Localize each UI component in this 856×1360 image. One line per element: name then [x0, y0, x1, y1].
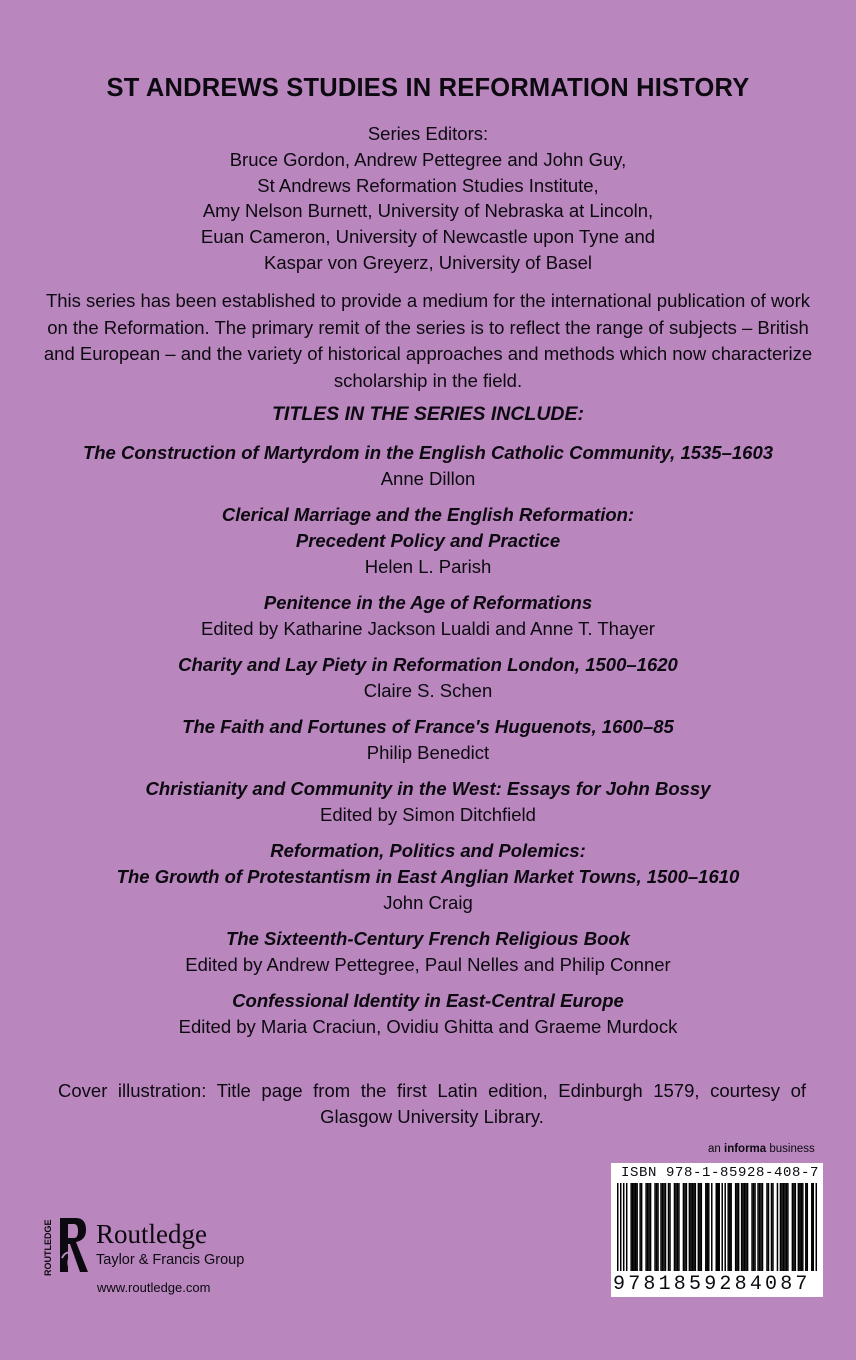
barcode-bar	[695, 1183, 696, 1271]
title-entry	[0, 714, 856, 766]
informa-brand: informa	[724, 1143, 767, 1155]
routledge-logo-icon	[40, 1214, 92, 1278]
book-title: Confessional Identity in East-Central Europe	[232, 989, 624, 1011]
barcode-bar	[772, 1183, 773, 1271]
barcode-bar	[745, 1183, 746, 1271]
barcode-bar	[657, 1183, 658, 1271]
barcode-bar	[650, 1183, 651, 1271]
barcode-bar	[686, 1183, 687, 1271]
barcode-bar	[678, 1183, 679, 1271]
barcode-bar	[798, 1183, 799, 1271]
barcode-bar	[795, 1183, 796, 1271]
series-editors	[0, 121, 856, 276]
barcode-bar	[668, 1183, 669, 1271]
barcode-bar	[792, 1183, 793, 1271]
barcode-bar	[633, 1183, 634, 1271]
barcode-bar	[807, 1183, 808, 1271]
barcode-bar	[816, 1183, 817, 1271]
informa-business-tagline	[708, 1143, 815, 1155]
barcode-bar	[717, 1183, 718, 1271]
barcode-bar	[753, 1183, 754, 1271]
barcode-bar	[742, 1183, 743, 1271]
barcode-bars	[617, 1183, 817, 1273]
barcode-bar	[662, 1183, 663, 1271]
editors-line: Kaspar von Greyerz, University of Basel	[264, 251, 592, 273]
barcode-bar	[623, 1183, 624, 1271]
barcode-bar	[639, 1183, 640, 1271]
barcode-bar	[786, 1183, 787, 1271]
informa-prefix: an	[708, 1143, 721, 1155]
barcode-bar	[632, 1183, 633, 1271]
barcode-bar	[675, 1183, 676, 1271]
cover-illustration-note: Cover illustration: Title page from the first Latin edition, Edinburgh 1579, courtesy of Glasgow University Library.	[58, 1080, 806, 1127]
barcode-bar	[708, 1183, 709, 1271]
barcode-bar	[768, 1183, 769, 1271]
book-author: Helen L. Parish	[364, 556, 492, 578]
barcode-bar	[698, 1183, 699, 1271]
isbn-barcode	[611, 1163, 823, 1297]
barcode-bar	[620, 1183, 621, 1271]
barcode-bar	[683, 1183, 684, 1271]
book-author: Edited by Maria Craciun, Ovidiu Ghitta and Graeme Murdock	[178, 1015, 678, 1037]
barcode-bar	[811, 1183, 812, 1271]
book-author: Edited by Simon Ditchfield	[320, 803, 536, 825]
barcode-bar	[656, 1183, 657, 1271]
barcode-bar	[805, 1183, 806, 1271]
barcode-bar	[757, 1183, 758, 1271]
title-entry	[0, 652, 856, 704]
barcode-bar	[760, 1183, 761, 1271]
barcode-bar	[727, 1183, 728, 1271]
barcode-bar	[690, 1183, 691, 1271]
barcode-bar	[707, 1183, 708, 1271]
editors-line: Amy Nelson Burnett, University of Nebraska at Lincoln,	[202, 200, 654, 222]
barcode-bar	[762, 1183, 763, 1271]
barcode-bar	[721, 1183, 722, 1271]
book-author: Anne Dillon	[380, 468, 476, 490]
title-entry	[0, 988, 856, 1040]
informa-suffix: business	[769, 1143, 815, 1155]
barcode-bar	[630, 1183, 631, 1271]
barcode-bar	[783, 1183, 784, 1271]
barcode-bar	[699, 1183, 700, 1271]
barcode-bar	[751, 1183, 752, 1271]
barcode-bar	[641, 1183, 642, 1271]
publisher-group: Taylor & Francis Group	[96, 1252, 245, 1268]
barcode-bar	[647, 1183, 648, 1271]
book-title: Reformation, Politics and Polemics:	[270, 839, 586, 861]
barcode-bar	[648, 1183, 649, 1271]
barcode-bar	[780, 1183, 781, 1271]
barcode-bar	[801, 1183, 802, 1271]
barcode-bar	[636, 1183, 637, 1271]
title-entry	[0, 838, 856, 917]
barcode-bar	[705, 1183, 706, 1271]
book-title: Precedent Policy and Practice	[295, 530, 561, 552]
title-entry	[0, 502, 856, 581]
barcode-bar	[701, 1183, 702, 1271]
book-author: Claire S. Schen	[363, 680, 493, 702]
barcode-bar	[617, 1183, 618, 1271]
barcode-bar	[645, 1183, 646, 1271]
barcode-bar	[689, 1183, 690, 1271]
barcode-bar	[724, 1183, 725, 1271]
barcode-bar	[735, 1183, 736, 1271]
barcode-bar	[718, 1183, 719, 1271]
title-entry	[0, 776, 856, 828]
book-title: The Faith and Fortunes of France's Huguenots, 1600–85	[182, 715, 674, 737]
title-entry	[0, 590, 856, 642]
book-title: The Sixteenth-Century French Religious Book	[226, 927, 630, 949]
barcode-bar	[677, 1183, 678, 1271]
barcode-bar	[716, 1183, 717, 1271]
editors-line: Euan Cameron, University of Newcastle upon Tyne and	[200, 226, 656, 248]
editors-line: Bruce Gordon, Andrew Pettegree and John Guy,	[229, 148, 627, 170]
editors-line: St Andrews Reformation Studies Institute,	[257, 174, 599, 196]
barcode-bar	[711, 1183, 712, 1271]
barcode-bar	[729, 1183, 730, 1271]
book-title: Christianity and Community in the West: Essays for John Bossy	[145, 777, 711, 799]
book-author: Edited by Andrew Pettegree, Paul Nelles and Philip Conner	[185, 953, 671, 975]
barcode-bar	[754, 1183, 755, 1271]
barcode-bar	[626, 1183, 627, 1271]
series-title: ST ANDREWS STUDIES IN REFORMATION HISTORY	[106, 74, 750, 102]
barcode-bar	[813, 1183, 814, 1271]
barcode-bar	[693, 1183, 694, 1271]
logo-vertical-text: ROUTLEDGE	[43, 1219, 53, 1276]
series-description: This series has been established to provide a medium for the international publication of work on the Reformation. The primary remit of the series is to reflect the range of subjects – British and European – and the variety of historical approaches and methods which now characterize scholarship in the field.	[43, 290, 813, 391]
barcode-bar	[692, 1183, 693, 1271]
barcode-bar	[635, 1183, 636, 1271]
barcode-bar	[730, 1183, 731, 1271]
barcode-bar	[654, 1183, 655, 1271]
barcode-bar	[738, 1183, 739, 1271]
isbn-label: ISBN 978-1-85928-408-7	[621, 1165, 820, 1181]
barcode-bar	[744, 1183, 745, 1271]
barcode-bar	[759, 1183, 760, 1271]
barcode-bar	[684, 1183, 685, 1271]
barcode-bar	[660, 1183, 661, 1271]
barcode-bar	[741, 1183, 742, 1271]
barcode-bar	[793, 1183, 794, 1271]
barcode-bar	[747, 1183, 748, 1271]
barcode-bar	[736, 1183, 737, 1271]
publisher-website: www.routledge.com	[97, 1280, 211, 1295]
titles-list	[0, 440, 856, 1050]
book-author: John Craig	[383, 892, 473, 914]
barcode-bar	[669, 1183, 670, 1271]
book-author: Edited by Katharine Jackson Lualdi and Anne T. Thayer	[201, 618, 655, 640]
barcode-bar	[674, 1183, 675, 1271]
barcode-bar	[771, 1183, 772, 1271]
barcode-bar	[777, 1183, 778, 1271]
barcode-bar	[799, 1183, 800, 1271]
routledge-logo	[40, 1214, 92, 1278]
book-title: The Construction of Martyrdom in the English Catholic Community, 1535–1603	[82, 442, 774, 463]
book-title: The Growth of Protestantism in East Anglian Market Towns, 1500–1610	[116, 865, 740, 887]
book-title: Charity and Lay Piety in Reformation London, 1500–1620	[178, 653, 678, 675]
titles-heading: TITLES IN THE SERIES INCLUDE:	[271, 403, 585, 425]
barcode-bar	[665, 1183, 666, 1271]
ean-digits: 9781859284087	[613, 1273, 811, 1296]
publisher-name: Routledge	[96, 1219, 207, 1249]
barcode-bar	[802, 1183, 803, 1271]
barcode-bar	[781, 1183, 782, 1271]
book-title: Penitence in the Age of Reformations	[263, 592, 593, 614]
title-entry	[0, 440, 856, 492]
barcode-bar	[787, 1183, 788, 1271]
barcode-bar	[663, 1183, 664, 1271]
barcode-bar	[766, 1183, 767, 1271]
barcode-bar	[784, 1183, 785, 1271]
editors-line: Series Editors:	[367, 123, 489, 144]
title-entry	[0, 926, 856, 978]
book-title: Clerical Marriage and the English Reformation:	[221, 503, 635, 525]
book-author: Philip Benedict	[366, 742, 490, 764]
